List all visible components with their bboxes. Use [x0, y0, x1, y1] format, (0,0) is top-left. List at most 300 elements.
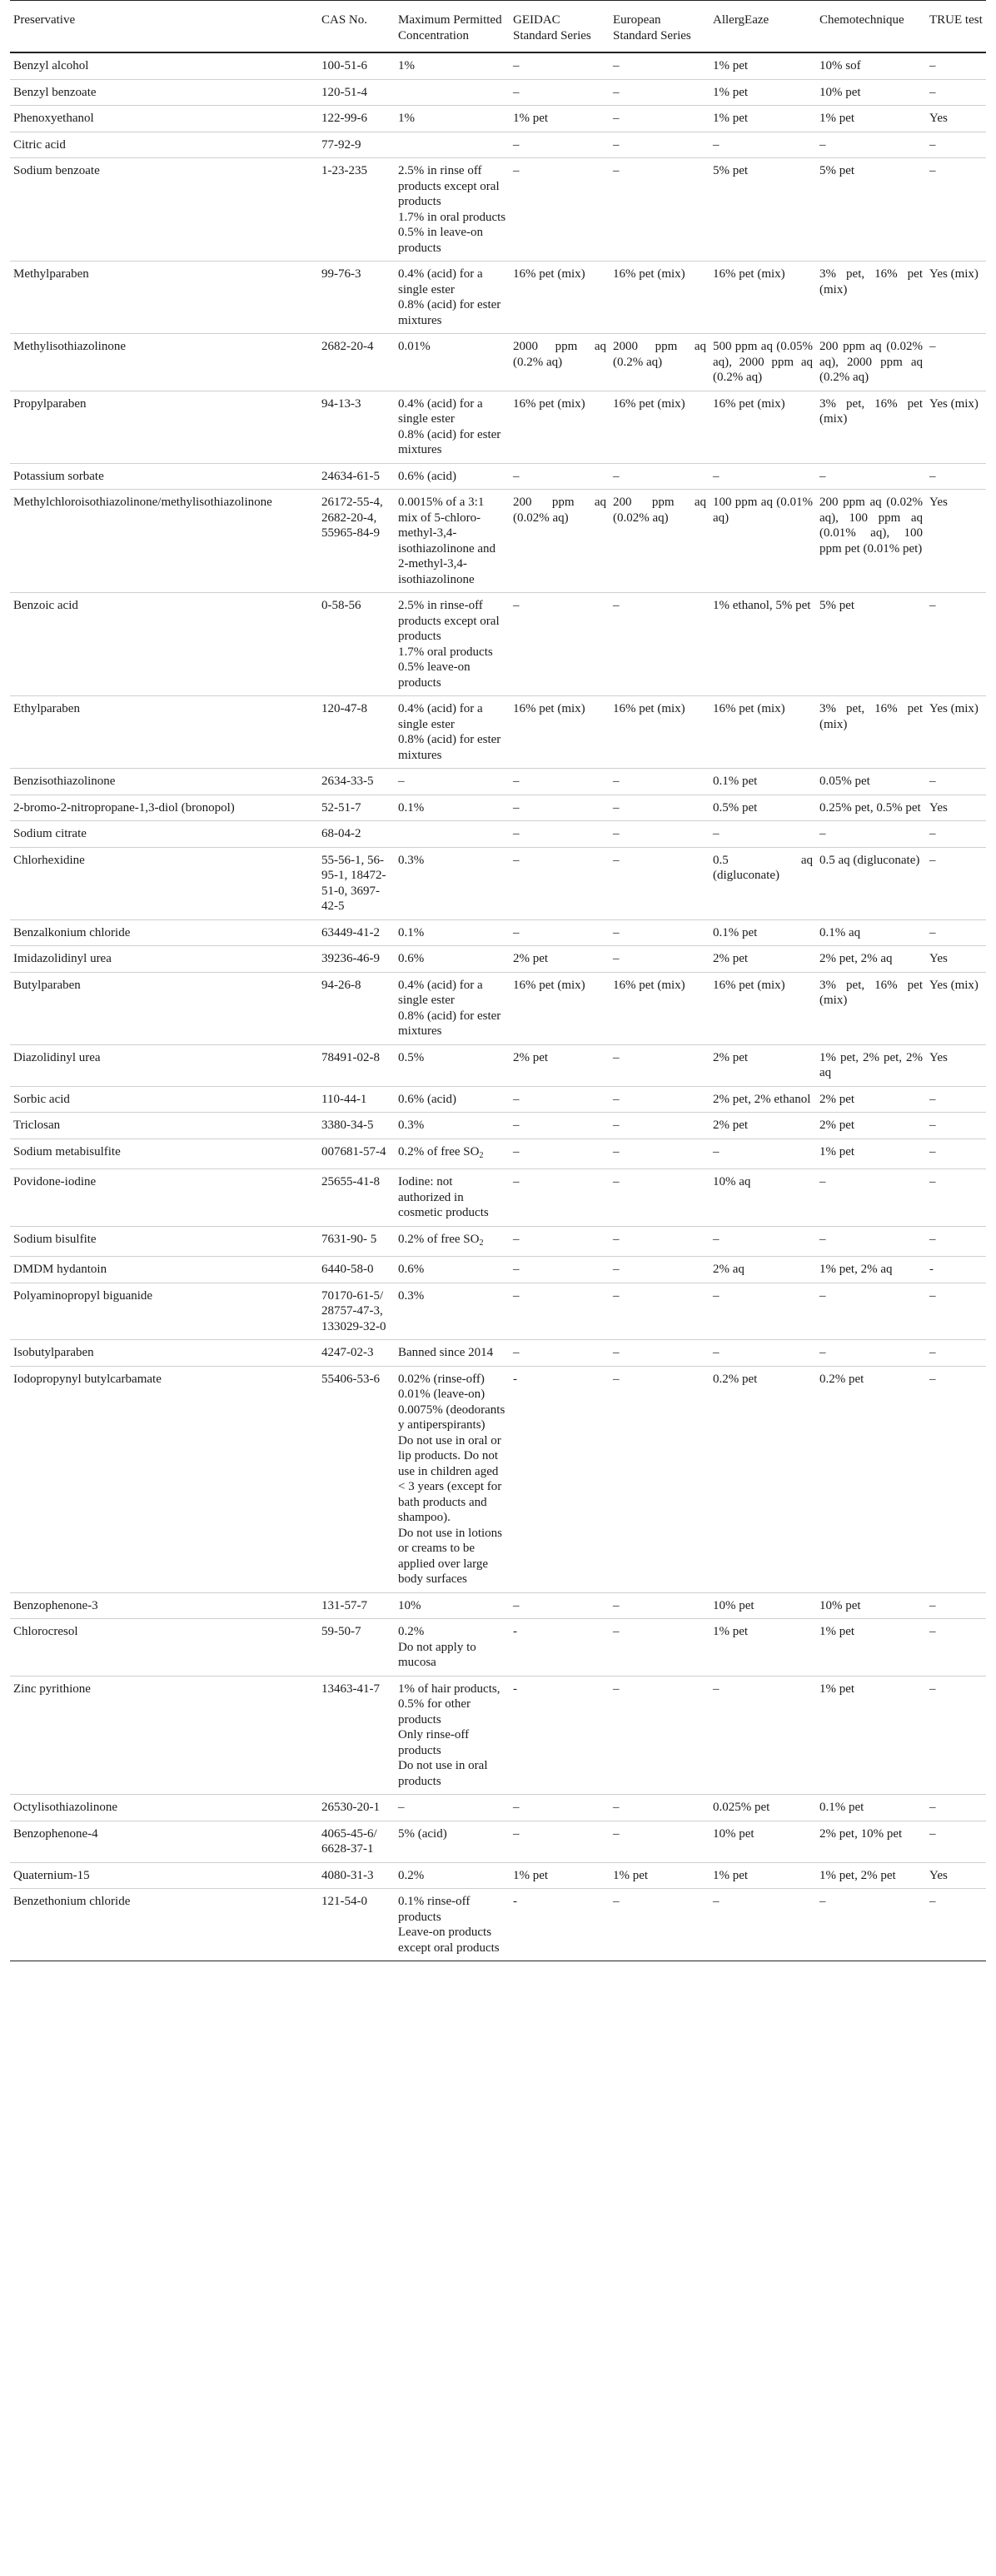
table-row: [10, 1795, 986, 1821]
cell-european: –: [610, 463, 710, 490]
cell-allergeaze: 1% pet: [710, 1619, 816, 1677]
col-header-chemotechnique: Chemotechnique: [816, 1, 926, 53]
cell-max-concentration: [395, 1795, 510, 1821]
cell-allergeaze: 10% aq: [710, 1169, 816, 1227]
table-row: [10, 1257, 986, 1283]
cell-true-test: –: [926, 1113, 986, 1139]
table-row: [10, 1226, 986, 1257]
cell-allergeaze: –: [710, 1340, 816, 1367]
cell-max-concentration: [395, 106, 510, 132]
cell-cas-number: 122-99-6: [318, 106, 395, 132]
cell-preservative: Citric acid: [10, 132, 318, 158]
cell-preservative: 2-bromo-2-nitropropane-1,3-diol (bronopol): [10, 795, 318, 821]
concentration-line: Only rinse-off products: [398, 1728, 470, 1757]
cell-chemotechnique: 10% pet: [816, 79, 926, 106]
cell-allergeaze: 2% pet, 2% ethanol: [710, 1086, 816, 1113]
cell-allergeaze: 16% pet (mix): [710, 696, 816, 769]
cell-geidac: 16% pet (mix): [510, 972, 610, 1044]
cell-preservative: Benzyl alcohol: [10, 52, 318, 79]
table-row: [10, 1592, 986, 1619]
concentration-line: 0.5%: [398, 1050, 425, 1064]
cell-preservative: Diazolidinyl urea: [10, 1044, 318, 1086]
cell-cas-number: 55406-53-6: [318, 1366, 395, 1592]
cell-geidac: 2% pet: [510, 1044, 610, 1086]
cell-geidac: –: [510, 1795, 610, 1821]
cell-cas-number: 2634-33-5: [318, 769, 395, 795]
cell-geidac: –: [510, 132, 610, 158]
cell-preservative: Benzophenone-3: [10, 1592, 318, 1619]
cell-european: –: [610, 593, 710, 696]
cell-allergeaze: 10% pet: [710, 1821, 816, 1862]
table-row: [10, 490, 986, 593]
cell-max-concentration: [395, 132, 510, 158]
table-row: [10, 262, 986, 334]
cell-chemotechnique: 3% pet, 16% pet (mix): [816, 972, 926, 1044]
concentration-line: 0.3%: [398, 1288, 425, 1303]
cell-cas-number: 26172-55-4, 2682-20-4, 55965-84-9: [318, 490, 395, 593]
table-row: [10, 1283, 986, 1340]
cell-chemotechnique: 2% pet, 2% aq: [816, 946, 926, 973]
cell-european: 16% pet (mix): [610, 262, 710, 334]
cell-true-test: Yes: [926, 106, 986, 132]
cell-geidac: -: [510, 1366, 610, 1592]
cell-geidac: –: [510, 52, 610, 79]
cell-chemotechnique: 1% pet: [816, 1676, 926, 1795]
concentration-line: Leave-on products except oral products: [398, 1926, 500, 1955]
table-row: [10, 1139, 986, 1169]
cell-true-test: –: [926, 463, 986, 490]
cell-allergeaze: –: [710, 463, 816, 490]
cell-max-concentration: [395, 1676, 510, 1795]
cell-preservative: Triclosan: [10, 1113, 318, 1139]
cell-allergeaze: 1% pet: [710, 79, 816, 106]
cell-preservative: Chlorhexidine: [10, 847, 318, 919]
cell-european: –: [610, 847, 710, 919]
cell-preservative: Benzoic acid: [10, 593, 318, 696]
cell-max-concentration: [395, 391, 510, 463]
concentration-line: 0.01%: [398, 340, 431, 353]
cell-cas-number: 110-44-1: [318, 1086, 395, 1113]
concentration-line: Iodine: not authorized in cosmetic products: [398, 1175, 489, 1219]
cell-allergeaze: –: [710, 132, 816, 158]
cell-true-test: –: [926, 1139, 986, 1169]
concentration-line: 0.5% in leave-on products: [398, 226, 484, 255]
cell-allergeaze: 1% pet: [710, 106, 816, 132]
cell-max-concentration: [395, 946, 510, 973]
cell-allergeaze: 2% pet: [710, 946, 816, 973]
cell-preservative: Sodium benzoate: [10, 158, 318, 262]
concentration-line: 1%: [398, 59, 415, 72]
cell-max-concentration: [395, 52, 510, 79]
cell-true-test: –: [926, 593, 986, 696]
cell-preservative: Imidazolidinyl urea: [10, 946, 318, 973]
table-row: [10, 52, 986, 79]
cell-max-concentration: [395, 334, 510, 391]
cell-cas-number: 77-92-9: [318, 132, 395, 158]
cell-true-test: –: [926, 79, 986, 106]
cell-allergeaze: 16% pet (mix): [710, 391, 816, 463]
cell-chemotechnique: –: [816, 1226, 926, 1257]
cell-preservative: Benzalkonium chloride: [10, 919, 318, 946]
concentration-line: 0.2% of free SO: [398, 1144, 480, 1158]
cell-european: –: [610, 106, 710, 132]
cell-cas-number: 4247-02-3: [318, 1340, 395, 1367]
cell-allergeaze: 16% pet (mix): [710, 262, 816, 334]
col-header-preservative: Preservative: [10, 1, 318, 53]
cell-cas-number: 4080-31-3: [318, 1862, 395, 1889]
cell-chemotechnique: 0.05% pet: [816, 769, 926, 795]
cell-chemotechnique: 0.2% pet: [816, 1366, 926, 1592]
concentration-line: 0.0075% (deodorants y antiperspirants): [398, 1403, 505, 1432]
cell-true-test: Yes: [926, 795, 986, 821]
cell-geidac: –: [510, 1283, 610, 1340]
cell-allergeaze: 10% pet: [710, 1592, 816, 1619]
cell-cas-number: 007681-57-4: [318, 1139, 395, 1169]
cell-allergeaze: 1% ethanol, 5% pet: [710, 593, 816, 696]
table-row: [10, 593, 986, 696]
cell-max-concentration: [395, 1619, 510, 1677]
cell-european: –: [610, 769, 710, 795]
cell-geidac: –: [510, 821, 610, 848]
concentration-line: 0.4% (acid) for a single ester: [398, 396, 483, 426]
cell-european: –: [610, 52, 710, 79]
cell-geidac: –: [510, 847, 610, 919]
table-row: [10, 1086, 986, 1113]
cell-geidac: –: [510, 919, 610, 946]
cell-true-test: -: [926, 1257, 986, 1283]
cell-true-test: –: [926, 1283, 986, 1340]
cell-preservative: Octylisothiazolinone: [10, 1795, 318, 1821]
cell-chemotechnique: 1% pet: [816, 1139, 926, 1169]
cell-preservative: Polyaminopropyl biguanide: [10, 1283, 318, 1340]
cell-cas-number: 4065-45-6/ 6628-37-1: [318, 1821, 395, 1862]
cell-preservative: Propylparaben: [10, 391, 318, 463]
table-row: [10, 1889, 986, 1961]
cell-max-concentration: [395, 1862, 510, 1889]
cell-chemotechnique: –: [816, 1283, 926, 1340]
concentration-line: 0.5% leave-on products: [398, 660, 471, 690]
subscript-text: 2: [479, 1238, 484, 1248]
cell-chemotechnique: –: [816, 1169, 926, 1227]
concentration-line: 0.4% (acid) for a single ester: [398, 978, 483, 1007]
cell-european: –: [610, 1044, 710, 1086]
cell-max-concentration: [395, 769, 510, 795]
cell-preservative: DMDM hydantoin: [10, 1257, 318, 1283]
cell-european: –: [610, 1226, 710, 1257]
cell-max-concentration: [395, 1139, 510, 1169]
cell-geidac: 2% pet: [510, 946, 610, 973]
cell-geidac: –: [510, 769, 610, 795]
cell-geidac: –: [510, 1340, 610, 1367]
cell-chemotechnique: 10% sof: [816, 52, 926, 79]
cell-geidac: –: [510, 1086, 610, 1113]
cell-cas-number: 6440-58-0: [318, 1257, 395, 1283]
cell-preservative: Sodium metabisulfite: [10, 1139, 318, 1169]
cell-allergeaze: 0.1% pet: [710, 769, 816, 795]
cell-allergeaze: –: [710, 1676, 816, 1795]
concentration-line: 2.5% in rinse-off products except oral products: [398, 599, 500, 643]
cell-max-concentration: [395, 795, 510, 821]
concentration-line: Do not apply to mucosa: [398, 1640, 476, 1669]
cell-european: –: [610, 1795, 710, 1821]
concentration-line: 5% (acid): [398, 1826, 447, 1841]
cell-max-concentration: [395, 158, 510, 262]
cell-european: –: [610, 821, 710, 848]
cell-cas-number: 59-50-7: [318, 1619, 395, 1677]
concentration-line: 2.5% in rinse off products except oral products: [398, 164, 500, 208]
table-row: [10, 696, 986, 769]
cell-geidac: –: [510, 1226, 610, 1257]
cell-cas-number: 120-51-4: [318, 79, 395, 106]
concentration-line: 0.6%: [398, 1263, 425, 1276]
cell-geidac: –: [510, 1113, 610, 1139]
cell-european: –: [610, 1366, 710, 1592]
cell-max-concentration: [395, 79, 510, 106]
cell-european: –: [610, 1113, 710, 1139]
cell-chemotechnique: 2% pet, 10% pet: [816, 1821, 926, 1862]
cell-max-concentration: [395, 593, 510, 696]
cell-european: –: [610, 946, 710, 973]
cell-chemotechnique: 0.25% pet, 0.5% pet: [816, 795, 926, 821]
cell-true-test: Yes (mix): [926, 262, 986, 334]
cell-true-test: –: [926, 1795, 986, 1821]
cell-geidac: –: [510, 79, 610, 106]
cell-european: –: [610, 1340, 710, 1367]
cell-chemotechnique: 5% pet: [816, 158, 926, 262]
cell-geidac: –: [510, 1169, 610, 1227]
cell-european: –: [610, 1592, 710, 1619]
cell-max-concentration: [395, 847, 510, 919]
cell-chemotechnique: –: [816, 463, 926, 490]
cell-true-test: –: [926, 1366, 986, 1592]
cell-geidac: –: [510, 795, 610, 821]
cell-allergeaze: 5% pet: [710, 158, 816, 262]
cell-cas-number: 70170-61-5/ 28757-47-3, 133029-32-0: [318, 1283, 395, 1340]
cell-european: –: [610, 1257, 710, 1283]
table-row: [10, 1113, 986, 1139]
cell-cas-number: 39236-46-9: [318, 946, 395, 973]
header-row: [10, 1, 986, 53]
cell-preservative: Potassium sorbate: [10, 463, 318, 490]
cell-european: –: [610, 795, 710, 821]
concentration-line: 0.2%: [398, 1868, 425, 1882]
cell-allergeaze: –: [710, 1139, 816, 1169]
cell-preservative: Sodium citrate: [10, 821, 318, 848]
concentration-line: 1.7% oral products: [398, 645, 493, 659]
cell-preservative: Butylparaben: [10, 972, 318, 1044]
cell-allergeaze: 2% aq: [710, 1257, 816, 1283]
cell-true-test: Yes: [926, 490, 986, 593]
cell-max-concentration: [395, 1592, 510, 1619]
cell-european: 16% pet (mix): [610, 391, 710, 463]
cell-preservative: Sodium bisulfite: [10, 1226, 318, 1257]
cell-chemotechnique: 0.5 aq (digluconate): [816, 847, 926, 919]
table-row: [10, 79, 986, 106]
cell-max-concentration: [395, 1113, 510, 1139]
cell-european: –: [610, 79, 710, 106]
cell-allergeaze: –: [710, 821, 816, 848]
concentration-line: Do not use in oral or lip products. Do not use in children aged < 3 years (except for bath products and shampoo).: [398, 1433, 502, 1524]
cell-allergeaze: 500 ppm aq (0.05% aq), 2000 ppm aq (0.2% aq): [710, 334, 816, 391]
cell-max-concentration: [395, 1283, 510, 1340]
cell-chemotechnique: 3% pet, 16% pet (mix): [816, 391, 926, 463]
cell-true-test: Yes (mix): [926, 696, 986, 769]
cell-preservative: Methylisothiazolinone: [10, 334, 318, 391]
cell-cas-number: 0-58-56: [318, 593, 395, 696]
concentration-line: 0.2% of free SO: [398, 1232, 480, 1246]
table-row: [10, 769, 986, 795]
concentration-line: 1%: [398, 112, 415, 125]
concentration-line: –: [398, 1801, 405, 1814]
cell-max-concentration: [395, 972, 510, 1044]
cell-cas-number: 52-51-7: [318, 795, 395, 821]
cell-cas-number: 121-54-0: [318, 1889, 395, 1961]
cell-chemotechnique: 1% pet, 2% pet, 2% aq: [816, 1044, 926, 1086]
concentration-line: 10%: [398, 1598, 421, 1612]
cell-true-test: –: [926, 1821, 986, 1862]
cell-cas-number: 7631-90- 5: [318, 1226, 395, 1257]
table-row: [10, 334, 986, 391]
cell-true-test: Yes: [926, 1862, 986, 1889]
concentration-line: 0.01% (leave-on): [398, 1388, 486, 1401]
concentration-line: 0.8% (acid) for ester mixtures: [398, 733, 501, 762]
cell-european: –: [610, 1169, 710, 1227]
cell-max-concentration: [395, 1340, 510, 1367]
table-row: [10, 1366, 986, 1592]
cell-true-test: –: [926, 132, 986, 158]
table-row: [10, 847, 986, 919]
concentration-line: Do not use in oral products: [398, 1759, 488, 1788]
concentration-line: 0.6% (acid): [398, 469, 456, 483]
cell-chemotechnique: 3% pet, 16% pet (mix): [816, 262, 926, 334]
cell-cas-number: 100-51-6: [318, 52, 395, 79]
col-header-geidac: GEIDAC Standard Series: [510, 1, 610, 53]
cell-preservative: Isobutylparaben: [10, 1340, 318, 1367]
cell-true-test: –: [926, 334, 986, 391]
cell-true-test: –: [926, 821, 986, 848]
cell-preservative: Phenoxyethanol: [10, 106, 318, 132]
cell-chemotechnique: –: [816, 1889, 926, 1961]
cell-true-test: –: [926, 1086, 986, 1113]
cell-true-test: –: [926, 1226, 986, 1257]
cell-chemotechnique: –: [816, 132, 926, 158]
col-header-allergeaze: AllergEaze: [710, 1, 816, 53]
concentration-line: –: [398, 775, 405, 788]
preservatives-table: [10, 0, 986, 1961]
cell-max-concentration: [395, 1044, 510, 1086]
cell-cas-number: 13463-41-7: [318, 1676, 395, 1795]
concentration-line: 1.7% in oral products: [398, 210, 506, 224]
cell-chemotechnique: 1% pet: [816, 106, 926, 132]
table-header: [10, 1, 986, 53]
cell-true-test: Yes: [926, 1044, 986, 1086]
cell-max-concentration: [395, 821, 510, 848]
cell-allergeaze: –: [710, 1226, 816, 1257]
cell-chemotechnique: –: [816, 1340, 926, 1367]
cell-true-test: Yes: [926, 946, 986, 973]
concentration-line: 0.1%: [398, 800, 425, 815]
cell-max-concentration: [395, 1226, 510, 1257]
cell-allergeaze: 16% pet (mix): [710, 972, 816, 1044]
concentration-line: 0.0015% of a 3:1 mix of 5-chloro-methyl-3,4-isothiazolinone and 2-methyl-3,4-isothiazolinone: [398, 496, 496, 586]
cell-allergeaze: 100 ppm aq (0.01% aq): [710, 490, 816, 593]
concentration-line: 0.1%: [398, 925, 425, 939]
cell-chemotechnique: 2% pet: [816, 1086, 926, 1113]
concentration-line: 0.8% (acid) for ester mixtures: [398, 1009, 501, 1038]
cell-allergeaze: –: [710, 1283, 816, 1340]
cell-cas-number: 99-76-3: [318, 262, 395, 334]
cell-cas-number: 24634-61-5: [318, 463, 395, 490]
cell-cas-number: 26530-20-1: [318, 1795, 395, 1821]
cell-cas-number: 68-04-2: [318, 821, 395, 848]
cell-preservative: Benzyl benzoate: [10, 79, 318, 106]
table-row: [10, 1340, 986, 1367]
cell-geidac: -: [510, 1619, 610, 1677]
table-row: [10, 972, 986, 1044]
cell-chemotechnique: 1% pet, 2% aq: [816, 1257, 926, 1283]
concentration-line: 0.8% (acid) for ester mixtures: [398, 298, 501, 327]
table-row: [10, 946, 986, 973]
cell-preservative: Chlorocresol: [10, 1619, 318, 1677]
concentration-line: 0.4% (acid) for a single ester: [398, 702, 483, 731]
cell-cas-number: 2682-20-4: [318, 334, 395, 391]
cell-geidac: 16% pet (mix): [510, 391, 610, 463]
table-row: [10, 821, 986, 848]
cell-preservative: Sorbic acid: [10, 1086, 318, 1113]
cell-geidac: 1% pet: [510, 106, 610, 132]
cell-preservative: Quaternium-15: [10, 1862, 318, 1889]
cell-allergeaze: 2% pet: [710, 1113, 816, 1139]
concentration-line: 0.2%: [398, 1625, 425, 1638]
cell-preservative: Povidone-iodine: [10, 1169, 318, 1227]
table-row: [10, 1676, 986, 1795]
cell-allergeaze: 2% pet: [710, 1044, 816, 1086]
cell-chemotechnique: 5% pet: [816, 593, 926, 696]
cell-true-test: Yes (mix): [926, 391, 986, 463]
cell-european: 200 ppm aq (0.02% aq): [610, 490, 710, 593]
cell-true-test: –: [926, 1619, 986, 1677]
table-row: [10, 1862, 986, 1889]
cell-max-concentration: [395, 1821, 510, 1862]
cell-max-concentration: [395, 1889, 510, 1961]
cell-true-test: –: [926, 52, 986, 79]
cell-cas-number: 94-13-3: [318, 391, 395, 463]
cell-geidac: -: [510, 1676, 610, 1795]
cell-cas-number: 131-57-7: [318, 1592, 395, 1619]
cell-preservative: Benzisothiazolinone: [10, 769, 318, 795]
cell-preservative: Ethylparaben: [10, 696, 318, 769]
cell-max-concentration: [395, 490, 510, 593]
cell-preservative: Iodopropynyl butylcarbamate: [10, 1366, 318, 1592]
cell-preservative: Methylchloroisothiazolinone/methylisothiazolinone: [10, 490, 318, 593]
cell-chemotechnique: 0.1% pet: [816, 1795, 926, 1821]
cell-geidac: –: [510, 1139, 610, 1169]
cell-allergeaze: 0.5% pet: [710, 795, 816, 821]
cell-chemotechnique: 0.1% aq: [816, 919, 926, 946]
cell-true-test: Yes (mix): [926, 972, 986, 1044]
cell-geidac: –: [510, 1592, 610, 1619]
table-row: [10, 391, 986, 463]
table-row: [10, 158, 986, 262]
cell-cas-number: 63449-41-2: [318, 919, 395, 946]
cell-european: 16% pet (mix): [610, 972, 710, 1044]
cell-true-test: –: [926, 158, 986, 262]
cell-geidac: 1% pet: [510, 1862, 610, 1889]
cell-cas-number: 120-47-8: [318, 696, 395, 769]
cell-geidac: 16% pet (mix): [510, 262, 610, 334]
cell-cas-number: 3380-34-5: [318, 1113, 395, 1139]
table-row: [10, 1169, 986, 1227]
